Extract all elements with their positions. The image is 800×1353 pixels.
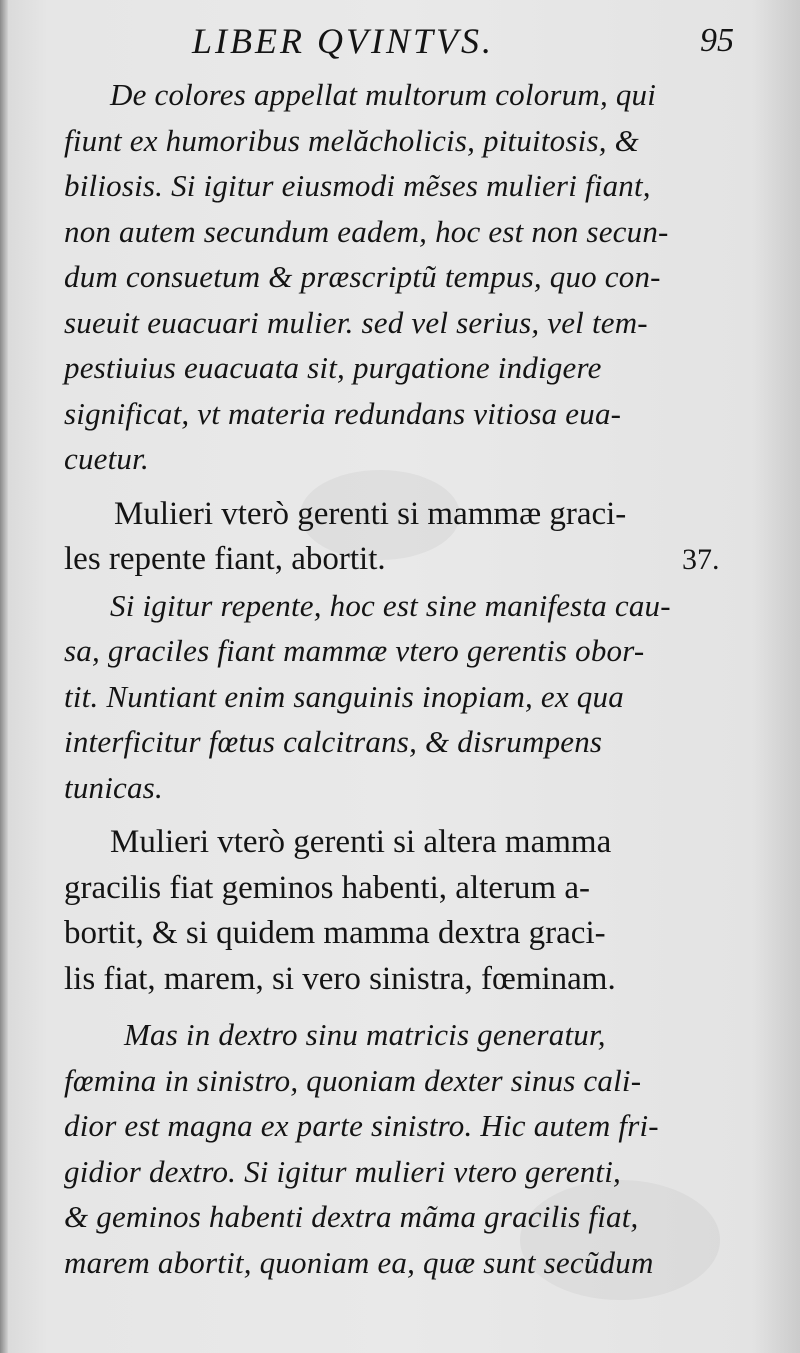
text-line: De colores appellat multorum colorum, qui xyxy=(110,77,657,112)
text-block xyxy=(64,72,744,1285)
binding-shadow xyxy=(0,0,8,1353)
text-line: Mulieri vterò gerenti si altera mamma xyxy=(110,824,612,860)
text-line: gidior dextro. Si igitur mulieri vtero gerenti, xyxy=(64,1153,622,1189)
text-line: pestiuius euacuata sit, purgatione indigere xyxy=(64,350,602,385)
text-line: sa, graciles fiant mammæ vtero gerentis obor- xyxy=(64,633,645,668)
text-line: biliosis. Si igitur eiusmodi mẽses mulieri fiant, xyxy=(64,168,651,203)
text-line: gracilis fiat geminos habenti, alterum a- xyxy=(64,869,590,906)
text-line: fiunt ex humoribus melăcholicis, pituitosis, & xyxy=(64,122,639,158)
text-line: Mas in dextro sinu matricis generatur, xyxy=(124,1017,606,1052)
text-line: tunicas. xyxy=(64,769,163,805)
running-head: LIBER QVINTVS. xyxy=(192,21,494,61)
text-line: non autem secundum eadem, hoc est non secun- xyxy=(64,213,669,249)
text-line: tit. Nuntiant enim sanguinis inopiam, ex qua xyxy=(64,678,624,714)
aphorism-paragraph xyxy=(64,820,744,1002)
page-header xyxy=(0,18,800,68)
text-line: dum consuetum & præscriptũ tempus, quo con- xyxy=(64,259,661,294)
page-number: 95 xyxy=(700,22,734,59)
aphorism-paragraph xyxy=(64,492,744,583)
text-line: marem abortit, quoniam ea, quæ sunt secũdum xyxy=(64,1244,654,1280)
text-line xyxy=(64,537,744,583)
commentary-paragraph xyxy=(64,583,744,811)
aphorism-number: 37. xyxy=(682,543,720,576)
text-line: bortit, & si quidem mamma dextra graci- xyxy=(64,915,606,951)
text-line: lis fiat, marem, si vero sinistra, fœminam. xyxy=(64,960,616,997)
commentary-paragraph xyxy=(64,1012,744,1285)
aphorism-text: les repente fiant, abortit. xyxy=(64,541,386,577)
text-line: Si igitur repente, hoc est sine manifesta cau- xyxy=(110,587,671,623)
text-line: significat, vt materia redundans vitiosa eua- xyxy=(64,395,622,431)
commentary-paragraph xyxy=(64,72,744,482)
text-line: Mulieri vterò gerenti si mammæ graci- xyxy=(114,495,627,532)
text-line: & geminos habenti dextra mãma gracilis fiat, xyxy=(64,1199,639,1234)
text-line: fœmina in sinistro, quoniam dexter sinus cali- xyxy=(64,1062,642,1098)
text-line: cuetur. xyxy=(64,441,149,476)
text-line: dior est magna ex parte sinistro. Hic autem fri- xyxy=(64,1108,659,1143)
text-line: sueuit euacuari mulier. sed vel serius, vel tem- xyxy=(64,304,648,340)
text-line: interficitur fœtus calcitrans, & disrumpens xyxy=(64,724,603,759)
